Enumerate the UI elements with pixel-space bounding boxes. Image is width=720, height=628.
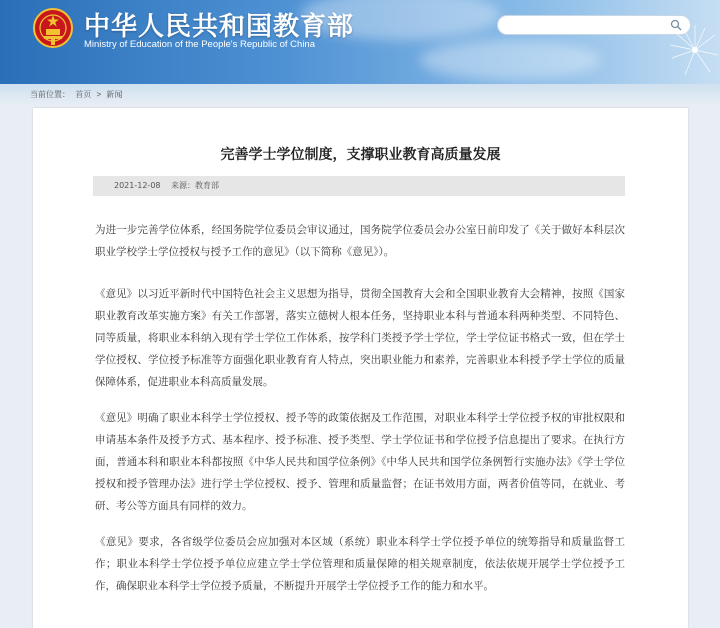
breadcrumb-bar: [0, 84, 720, 106]
article-paragraph: 《意见》以习近平新时代中国特色社会主义思想为指导，贯彻全国教育大会和全国职业教育大会精神，按照《国家职业教育改革实施方案》有关工作部署，落实立德树人根本任务，坚持职业本科与普通本科两种类型、不同特色、同等质量，将职业本科纳入现有学士学位工作体系，按学科门类授予学士学位，学士学位证书格式一致，但在学士学位授权、学位授予标准等方面强化职业教育育人特点，突出职业能力和素养，完善职业本科授予学士学位的质量保障体系，促进职业本科高质量发展。: [95, 288, 625, 388]
breadcrumb: [30, 89, 125, 100]
breadcrumb-prefix: 当前位置：: [30, 90, 70, 99]
article-date: 2021-12-08: [114, 181, 161, 190]
breadcrumb-home-link[interactable]: 首页: [75, 90, 92, 99]
article-meta-bar: [93, 176, 625, 196]
dandelion-decoration: [660, 20, 720, 84]
breadcrumb-separator: >: [96, 90, 102, 99]
article-meta: [114, 180, 227, 191]
article-card: [33, 108, 688, 628]
breadcrumb-news-link[interactable]: 新闻: [106, 90, 123, 99]
article-title: 完善学士学位制度，支撑职业教育高质量发展: [220, 147, 501, 163]
article-paragraph: 《意见》要求，各省级学位委员会应加强对本区域（系统）职业本科学士学位授予单位的统筹指导和质量监督工作；职业本科学士学位授予单位应建立学士学位管理和质量保障的相关规章制度，依法依规开展学士学位授予工作，确保职业本科学士学位授予质量，不断提升开展学士学位授予工作的能力和水平。: [95, 536, 625, 592]
article-paragraph: 《意见》明确了职业本科学士学位授权、授予等的政策依据及工作范围，对职业本科学士学位授予权的审批权限和申请基本条件及授予方式、基本程序、授予标准、授予类型、学士学位证书和学位授予信息提出了要求。在执行方面，普通本科和职业本科都按照《中华人民共和国学位条例》《中华人民共和国学位条例暂行实施办法》《学士学位授权和授予管理办法》进行学士学位授权、授予、管理和质量监督；在证书效用方面，两者价值等同，在就业、考研、考公等方面具有同样的效力。: [95, 412, 625, 512]
site-title[interactable]: 中华人民共和国教育部: [84, 12, 355, 42]
site-subtitle: Ministry of Education of the People's Republic of China: [84, 39, 315, 50]
article-source: 来源：教育部: [171, 181, 220, 190]
article-paragraph: 为进一步完善学位体系，经国务院学位委员会审议通过，国务院学位委员会办公室日前印发了《关于做好本科层次职业学校学士学位授权与授予工作的意见》（以下简称《意见》）。: [95, 224, 625, 258]
national-emblem-icon[interactable]: [33, 8, 73, 48]
sky-cloud: [420, 40, 600, 80]
site-header: [0, 0, 720, 84]
